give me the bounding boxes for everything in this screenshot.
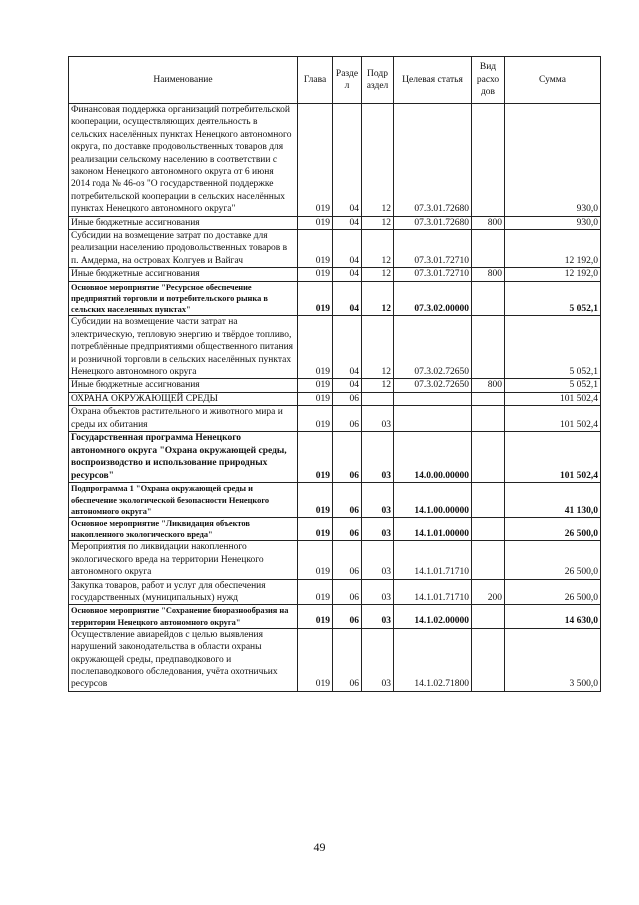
row-name: Подпрограмма 1 "Охрана окружающей среды и обеспечение экологической безопасности Ненецкого автономного округа" bbox=[69, 483, 298, 518]
row-glava: 019 bbox=[298, 517, 333, 540]
row-podrazdel: 12 bbox=[362, 316, 394, 379]
header-razdel: Разде л bbox=[333, 57, 362, 104]
table-row bbox=[69, 431, 601, 482]
row-name: Субсидии на возмещение затрат по доставке для реализации населению продовольственных товаров в п. Амдерма, на островах Колгуев и Вайгач bbox=[69, 230, 298, 268]
table-body bbox=[69, 104, 601, 692]
row-glava: 019 bbox=[298, 316, 333, 379]
row-name: Государственная программа Ненецкого автономного округа "Охрана окружающей среды, воспроизводство и использование природных ресурсов" bbox=[69, 431, 298, 482]
row-vid-raskhodov bbox=[472, 541, 505, 579]
row-razdel: 04 bbox=[333, 316, 362, 379]
row-tselevaya-statya: 14.1.01.00000 bbox=[394, 517, 472, 540]
row-razdel: 06 bbox=[333, 541, 362, 579]
row-glava: 019 bbox=[298, 541, 333, 579]
row-summa: 930,0 bbox=[505, 104, 601, 217]
budget-table bbox=[68, 56, 601, 692]
row-tselevaya-statya: 07.3.01.72710 bbox=[394, 230, 472, 268]
row-podrazdel: 03 bbox=[362, 483, 394, 518]
table-header-row bbox=[69, 57, 601, 104]
row-tselevaya-statya: 14.1.01.71710 bbox=[394, 579, 472, 605]
header-summa: Сумма bbox=[505, 57, 601, 104]
row-razdel: 06 bbox=[333, 628, 362, 691]
row-summa: 12 192,0 bbox=[505, 230, 601, 268]
row-tselevaya-statya: 07.3.01.72680 bbox=[394, 104, 472, 217]
row-summa: 930,0 bbox=[505, 216, 601, 229]
table-row bbox=[69, 392, 601, 405]
row-vid-raskhodov: 800 bbox=[472, 268, 505, 281]
table-row bbox=[69, 605, 601, 628]
row-summa: 41 130,0 bbox=[505, 483, 601, 518]
row-vid-raskhodov: 200 bbox=[472, 579, 505, 605]
row-glava: 019 bbox=[298, 379, 333, 392]
row-name: Иные бюджетные ассигнования bbox=[69, 268, 298, 281]
row-tselevaya-statya: 07.3.02.00000 bbox=[394, 281, 472, 316]
row-vid-raskhodov bbox=[472, 230, 505, 268]
row-razdel: 06 bbox=[333, 605, 362, 628]
row-name: Охрана объектов растительного и животного мира и среды их обитания bbox=[69, 406, 298, 432]
row-glava: 019 bbox=[298, 431, 333, 482]
row-razdel: 04 bbox=[333, 104, 362, 217]
row-name: Осуществление авиарейдов с целью выявления нарушений законодательства в области охраны окружающей среды, предпаводкового и послепаводкового обследования, учёта охотничьих ресурсов bbox=[69, 628, 298, 691]
row-name: Мероприятия по ликвидации накопленного экологического вреда на территории Ненецкого автономного округа bbox=[69, 541, 298, 579]
row-glava: 019 bbox=[298, 392, 333, 405]
row-razdel: 06 bbox=[333, 406, 362, 432]
row-summa: 101 502,4 bbox=[505, 431, 601, 482]
row-glava: 019 bbox=[298, 406, 333, 432]
table-row bbox=[69, 483, 601, 518]
row-summa: 101 502,4 bbox=[505, 406, 601, 432]
table-row bbox=[69, 541, 601, 579]
row-summa: 26 500,0 bbox=[505, 517, 601, 540]
row-glava: 019 bbox=[298, 268, 333, 281]
table-row bbox=[69, 230, 601, 268]
row-tselevaya-statya: 07.3.01.72680 bbox=[394, 216, 472, 229]
row-tselevaya-statya: 14.0.00.00000 bbox=[394, 431, 472, 482]
row-tselevaya-statya: 14.1.01.71710 bbox=[394, 541, 472, 579]
row-podrazdel: 12 bbox=[362, 230, 394, 268]
row-podrazdel: 12 bbox=[362, 281, 394, 316]
row-podrazdel: 03 bbox=[362, 406, 394, 432]
row-name: ОХРАНА ОКРУЖАЮЩЕЙ СРЕДЫ bbox=[69, 392, 298, 405]
row-tselevaya-statya bbox=[394, 406, 472, 432]
row-razdel: 04 bbox=[333, 216, 362, 229]
row-summa: 101 502,4 bbox=[505, 392, 601, 405]
row-glava: 019 bbox=[298, 281, 333, 316]
row-razdel: 06 bbox=[333, 392, 362, 405]
row-vid-raskhodov: 800 bbox=[472, 379, 505, 392]
row-vid-raskhodov bbox=[472, 517, 505, 540]
header-tselevaya-statya: Целевая статья bbox=[394, 57, 472, 104]
row-razdel: 04 bbox=[333, 379, 362, 392]
row-podrazdel: 12 bbox=[362, 104, 394, 217]
table-row bbox=[69, 268, 601, 281]
row-razdel: 06 bbox=[333, 579, 362, 605]
row-podrazdel: 03 bbox=[362, 541, 394, 579]
row-tselevaya-statya: 07.3.02.72650 bbox=[394, 316, 472, 379]
table-row bbox=[69, 104, 601, 217]
header-podrazdel: Подр аздел bbox=[362, 57, 394, 104]
row-vid-raskhodov bbox=[472, 483, 505, 518]
row-vid-raskhodov bbox=[472, 406, 505, 432]
row-summa: 5 052,1 bbox=[505, 316, 601, 379]
row-vid-raskhodov bbox=[472, 316, 505, 379]
row-vid-raskhodov bbox=[472, 605, 505, 628]
row-glava: 019 bbox=[298, 216, 333, 229]
row-razdel: 06 bbox=[333, 517, 362, 540]
row-tselevaya-statya: 07.3.01.72710 bbox=[394, 268, 472, 281]
row-name: Основное мероприятие "Сохранение биоразнообразия на территории Ненецкого автономного округа" bbox=[69, 605, 298, 628]
row-razdel: 06 bbox=[333, 483, 362, 518]
row-podrazdel: 03 bbox=[362, 431, 394, 482]
table-row bbox=[69, 517, 601, 540]
table-row bbox=[69, 316, 601, 379]
header-glava: Глава bbox=[298, 57, 333, 104]
row-name: Иные бюджетные ассигнования bbox=[69, 379, 298, 392]
row-name: Основное мероприятие "Ликвидация объектов накопленного экологического вреда" bbox=[69, 517, 298, 540]
row-razdel: 04 bbox=[333, 268, 362, 281]
row-glava: 019 bbox=[298, 483, 333, 518]
row-razdel: 04 bbox=[333, 281, 362, 316]
row-razdel: 04 bbox=[333, 230, 362, 268]
row-tselevaya-statya: 14.1.02.00000 bbox=[394, 605, 472, 628]
row-summa: 14 630,0 bbox=[505, 605, 601, 628]
row-podrazdel: 03 bbox=[362, 628, 394, 691]
row-name: Закупка товаров, работ и услуг для обеспечения государственных (муниципальных) нужд bbox=[69, 579, 298, 605]
row-summa: 26 500,0 bbox=[505, 579, 601, 605]
row-podrazdel: 12 bbox=[362, 268, 394, 281]
row-vid-raskhodov bbox=[472, 281, 505, 316]
header-name: Наименование bbox=[69, 57, 298, 104]
row-glava: 019 bbox=[298, 579, 333, 605]
row-tselevaya-statya: 14.1.02.71800 bbox=[394, 628, 472, 691]
row-summa: 12 192,0 bbox=[505, 268, 601, 281]
row-podrazdel: 03 bbox=[362, 605, 394, 628]
row-razdel: 06 bbox=[333, 431, 362, 482]
row-podrazdel: 12 bbox=[362, 379, 394, 392]
row-summa: 5 052,1 bbox=[505, 281, 601, 316]
row-summa: 26 500,0 bbox=[505, 541, 601, 579]
table-row bbox=[69, 281, 601, 316]
row-name: Основное мероприятие "Ресурсное обеспечение предприятий торговли и потребительского рынка в сельских населенных пунктах" bbox=[69, 281, 298, 316]
row-glava: 019 bbox=[298, 628, 333, 691]
table-row bbox=[69, 216, 601, 229]
row-summa: 3 500,0 bbox=[505, 628, 601, 691]
row-name: Иные бюджетные ассигнования bbox=[69, 216, 298, 229]
row-podrazdel: 03 bbox=[362, 517, 394, 540]
row-vid-raskhodov bbox=[472, 628, 505, 691]
row-tselevaya-statya bbox=[394, 392, 472, 405]
row-vid-raskhodov bbox=[472, 392, 505, 405]
table-row bbox=[69, 379, 601, 392]
row-name: Субсидии на возмещение части затрат на электрическую, тепловую энергию и твёрдое топливо, потреблённые предприятиями общественного питания и розничной торговли в сельских населённых пунктах Ненецкого автономного округа bbox=[69, 316, 298, 379]
row-summa: 5 052,1 bbox=[505, 379, 601, 392]
table-row bbox=[69, 579, 601, 605]
row-tselevaya-statya: 07.3.02.72650 bbox=[394, 379, 472, 392]
row-podrazdel: 12 bbox=[362, 216, 394, 229]
row-vid-raskhodov: 800 bbox=[472, 216, 505, 229]
row-podrazdel: 03 bbox=[362, 579, 394, 605]
row-vid-raskhodov bbox=[472, 104, 505, 217]
row-glava: 019 bbox=[298, 605, 333, 628]
header-vid-raskhodov: Вид расхо дов bbox=[472, 57, 505, 104]
table-row bbox=[69, 628, 601, 691]
table-row bbox=[69, 406, 601, 432]
row-glava: 019 bbox=[298, 230, 333, 268]
row-tselevaya-statya: 14.1.00.00000 bbox=[394, 483, 472, 518]
page-number: 49 bbox=[313, 840, 326, 854]
row-name: Финансовая поддержка организаций потребительской кооперации, осуществляющих деятельность в сельских населённых пунктах Ненецкого автономного округа, по доставке продовольственных товаров для реализации сельскому населению в соответствии с законом Ненецкого автономного округа от 6 июня 2014 года № 46-оз "О государственной поддержке потребительской кооперации в сельских населённых пунктах Ненецкого автономного округа" bbox=[69, 104, 298, 217]
row-vid-raskhodov bbox=[472, 431, 505, 482]
row-glava: 019 bbox=[298, 104, 333, 217]
row-podrazdel bbox=[362, 392, 394, 405]
